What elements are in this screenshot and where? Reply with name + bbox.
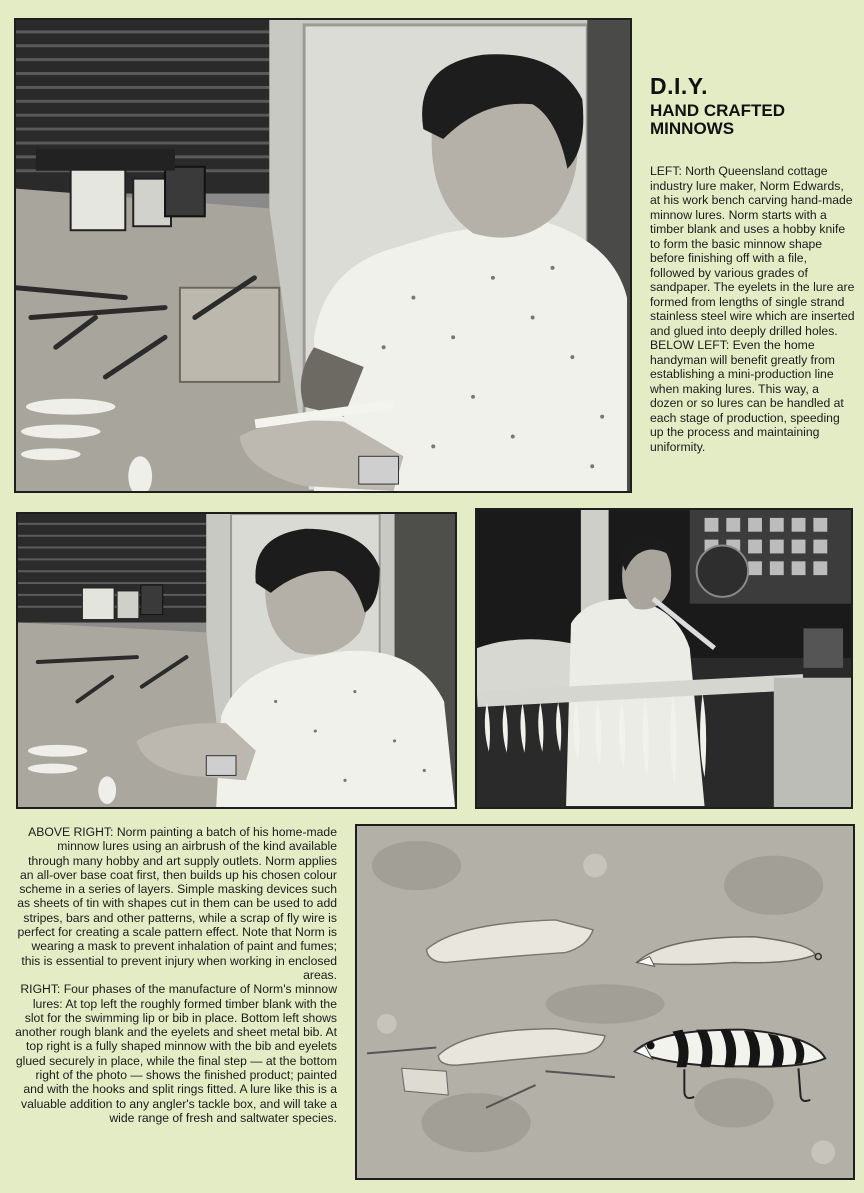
heading-title: HAND CRAFTED MINNOWS [650, 101, 786, 138]
caption-left: LEFT: North Queensland cottage industry lure maker, Norm Edwards, at his work bench carving hand-made minnow lures. Norm starts with a timber blank and uses a hobby knife to form the basic minnow shape before finishing off with a file, followed by various grades of sandpaper. The eyelets in the lure are formed from lengths of single strand stainless steel wire which are inserted and glued into deeply drilled holes. [650, 164, 855, 338]
photo-airbrush-painting [475, 508, 853, 809]
heading-kicker: D.I.Y. [650, 73, 708, 99]
caption-above-right-right [14, 825, 337, 1125]
caption-right: RIGHT: Four phases of the manufacture of Norm's minnow lures: At top left the roughly formed timber blank with the slot for the swimming lip or bib in place. Bottom left shows another rough blank and the eyelets and sheet metal bib. At top right is a fully shaped minnow with the bib and eyelets glued securely in place, while the final step — at the bottom right of the photo — shows the finished product; painted and with the hooks and split rings fitted. A lure like this is a valuable addition to any angler's tackle box, and will take a wide range of fresh and saltwater species. [15, 982, 337, 1125]
caption-below-left: BELOW LEFT: Even the home handyman will benefit greatly from establishing a mini-production line when making lures. This way, a dozen or so lures can be handled at each stage of production, speeding up the process and maintaining uniformity. [650, 338, 844, 454]
caption-left-below-left [650, 164, 855, 454]
photo-lure-phases [355, 824, 855, 1180]
photo-workbench-carving [14, 18, 632, 493]
article-heading [650, 74, 850, 138]
photo-workbench-production [16, 512, 457, 809]
caption-above-right: ABOVE RIGHT: Norm painting a batch of his home-made minnow lures using an airbrush of the kind available through many hobby and art supply outlets. Norm applies an all-over base coat first, then builds up his chosen colour scheme in a series of layers. Simple masking devices such as sheets of tin with shapes cut in them can be used to add stripes, bars and other patterns, while a scrap of fly wire is perfect for creating a scale pattern effect. Note that Norm is wearing a mask to prevent inhalation of paint and fumes; this is essential to prevent injury when working in enclosed areas. [17, 825, 337, 982]
